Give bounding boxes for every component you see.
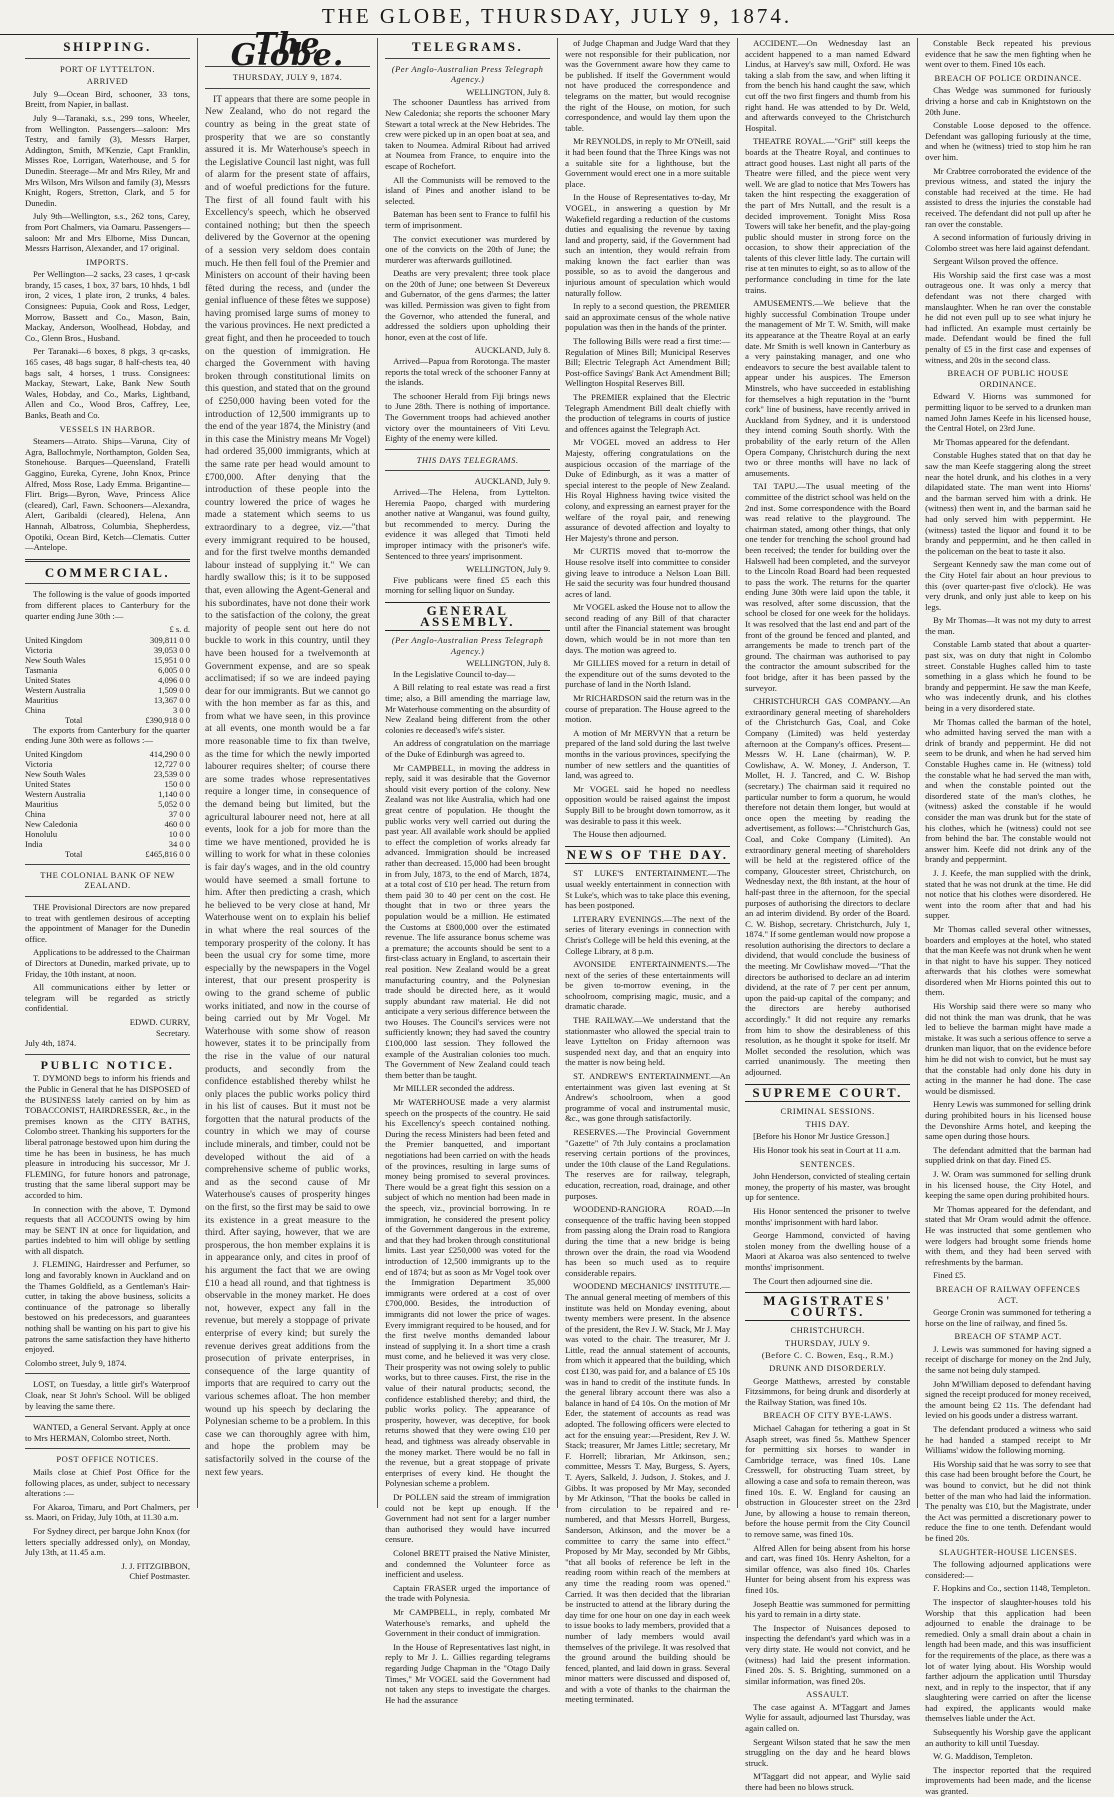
- court-paragraph: The inspector of slaughter-houses told his Worship that this application had been adjourned to enable the drainage to be remedied. Only a small drain about a chain in length had been made, and this was insufficient for the requirements of the place, as there was a lot of water lying about. His Worship would farther adjourn the application until Thursday next, and in reply to the inspector, that if any slaughtering were carried on after the license had expired, the applicants would make themselves liable under the Act.: [925, 1596, 1092, 1724]
- trade-place: Mauritius: [25, 694, 59, 705]
- court-paragraph: His Worship said there were so many who did not think the man was drunk, that he was led to believe the barman might have made a mistake. It was such a serious offence to serve a drunken man liquor, that on the evidence before him he did not wish to convict, but he must say that the constable had only done his duty in acting in the manner he had done. The case would be dismissed.: [925, 1001, 1092, 1096]
- lost-notice: LOST, on Tuesday, a little girl's Waterproof Cloak, near St John's School. Will be obliged by leaving the same there.: [25, 1379, 191, 1411]
- telegram-paragraph: The convict executioner was murdered by one of the convicts on the 20th of June; the murderer was afterwards guillotined.: [385, 233, 551, 265]
- court-subheading: BREACH OF STAMP ACT.: [954, 1331, 1062, 1342]
- assembly-heading-box: [385, 602, 550, 631]
- assembly-paragraph: Colonel BRETT praised the Native Minister, and condemned the Volunteer force as inefficient and useless.: [385, 1547, 551, 1580]
- total-value: £390,918 0 0: [145, 714, 191, 725]
- column-4: [558, 38, 738, 1705]
- dateline: AUCKLAND, July 8.: [474, 345, 551, 356]
- news-heading-box: [565, 846, 730, 865]
- telegram-paragraph: Deaths are very prevalent; three took place on the 20th of June; one between St Devereux and Gubernator, of the gens d'armes; the latter was killed. Permission was given to fight from the Governor, who attended the funeral, and addressed the soldiers upon upholding their honor, even at the cost of life.: [385, 268, 551, 342]
- divider: [25, 1448, 190, 1449]
- commercial-paragraph: The following is the value of goods imported from different places to Canterbury for the quarter ending June 30th :—: [25, 589, 191, 621]
- telegram-paragraph: Bateman has been sent to France to fulfil his term of imprisonment.: [385, 209, 551, 230]
- divider: [25, 1054, 190, 1055]
- post-paragraph: For Sydney direct, per barque John Knox (for letters specially addressed only), on Monday, July 13th, at 11.45 a.m.: [25, 1525, 191, 1558]
- court-paragraph: J. W. Oram was summoned for selling drunk in his licensed house, the City Hotel, and keeping the same open during prohibited hours.: [925, 1168, 1092, 1201]
- news-paragraph: ST. ANDREW'S ENTERTAINMENT.—An entertainment was given last evening at St Andrew's schoolroom, when a good programme of vocal and instrumental music, &c., was gone through satisfactorily.: [565, 1071, 731, 1124]
- divider: [25, 896, 190, 897]
- trade-place: Mauritius: [25, 798, 59, 809]
- arrived-paragraph: July 9—Ocean Bird, schooner, 33 tons, Breitt, from Napier, in ballast.: [25, 88, 191, 110]
- court-paragraph: Constable Hughes stated that on that day he saw the man Keefe staggering along the street near the hotel drunk, and his clothes in a very dilapidated state. The man went into Hiorns' and the barman served him with a drink. He (witness) then went in, and the barman said he had only served him with peppermint. He (witness) tasted the liquor and found it to be brandy and peppermint, and he then called in the policeman on the beat to taste it also.: [925, 450, 1092, 556]
- trade-value: 39,053 0 0: [153, 644, 191, 655]
- trade-value: 6,005 0 0: [158, 664, 191, 675]
- court-paragraph: Michael Cahagan for tethering a goat in St Asaph street, was fined 5s. Matthew Spencer for permitting six horses to wander in Cambridge terrace, was fined 10s. Lane Cresswell, for obstructing Tuam street, by allowing a case and sofa to remain thereon, was fined 10s. E. W. England for causing an obstruction in Gloucester street on the 23rd June, by allowing a house to remain thereon, before the house permit from the City Council to remove same, was fined 10s.: [745, 1423, 911, 1539]
- court-paragraph: Chas Wedge was summoned for furiously driving a horse and cab in Knightstown on the 20th June.: [925, 85, 1092, 117]
- court-paragraph: His Worship said that he was sorry to see that this case had been brought before the Court, he was bound to convict, but he did not think better of the man who had laid the information. The penalty was £10, but the Magistrate, under the Act was permitted a discretionary power to reduce the fine to one tenth. Defendant would be fined 20s.: [925, 1458, 1092, 1543]
- telegrams-agency: (Per Anglo-Australian Press Telegraph Agency.): [391, 63, 544, 85]
- court-subheading: THURSDAY, JULY 9.: [785, 1337, 871, 1348]
- court-paragraph: The case against A. M'Taggart and James Wylie for assault, adjourned last Thursday, was again called on.: [745, 1701, 911, 1734]
- court-paragraph: Constable Loose deposed to the offence. Defendant was galloping furiously at the time, and when he (witness) tried to stop him he ran over him.: [925, 120, 1092, 162]
- news-paragraph: LITERARY EVENINGS.—The next of the series of literary evenings in connection with Christ's College will be held this evening, at the College Library, at 8 p.m.: [565, 913, 731, 956]
- column-1: [18, 38, 198, 1582]
- newspaper-logo: The Globe.: [230, 27, 345, 73]
- court-paragraph: Joseph Beattie was summoned for permitting his yard to remain in a dirty state.: [745, 1598, 911, 1620]
- trade-place: China: [25, 808, 46, 819]
- dateline: WELLINGTON, July 8.: [466, 658, 551, 669]
- court-paragraph: John M'William deposed to defendant having signed the receipt produced for money received, the amount being £2 11s. The defendant had levied on his goods under a distress warrant.: [925, 1378, 1092, 1421]
- court-subheading: CRIMINAL SESSIONS.: [780, 1106, 875, 1117]
- divider: [25, 559, 190, 562]
- columns: [18, 27, 1098, 1797]
- trade-row: [25, 705, 190, 715]
- trade-value: 414,290 0 0: [149, 748, 191, 759]
- commercial-paragraph: The exports from Canterbury for the quarter ending June 30th were as follows :—: [25, 724, 191, 746]
- divider: [385, 470, 550, 471]
- port-heading: PORT OF LYTTELTON.: [59, 63, 156, 74]
- magistrates-heading-box: [745, 1292, 910, 1321]
- court-paragraph: Mr Thomas called the barman of the hotel, who admitted having served the man with a drink of brandy and peppermint. He did not seem to be drunk, and when he had served him Constable Hughes came in. He (witness) told the constable what he had served the man with, and when the constable pointed out the disordered state of the man's clothes, he (witness) asked the constable if he would consider the man was drunk but for the state of his clothes, which he (witness) could not see from behind the bar. The constable would not answer him. Keefe did not drink any of the brandy and peppermint.: [925, 716, 1092, 865]
- trade-row: [25, 819, 190, 829]
- notice-paragraph: In connection with the above, T. Dymond requests that all ACCOUNTS owing by him may be SENT IN at once for liquidation, and parties indebted to him will oblige by settling with all dispatch.: [25, 1203, 191, 1256]
- trade-place: New South Wales: [25, 768, 86, 779]
- court-paragraph: J. J. Keefe, the man supplied with the drink, stated that he was not drunk at the time. He did not notice that his clothes were disordered. He went into the room after that and had his supper.: [925, 867, 1092, 921]
- court-subheading: BREACH OF CITY BYE-LAWS.: [763, 1410, 892, 1421]
- court-paragraph: By Mr Thomas—It was not my duty to arrest the man.: [925, 615, 1092, 636]
- court-paragraph: Constable Beck repeated his previous evidence that he saw the men fighting when he went over to them. Fined 10s each.: [925, 38, 1092, 70]
- assembly-paragraph: A Bill relating to real estate was read a first time; also, a Bill amending the marriage law, Mr Waterhouse commenting on the absurdity of New Zealand being different from the other colonies re deceased's wife's sister.: [385, 682, 551, 735]
- court-paragraph: Alfred Allen for being absent from his horse and cart, was fined 10s. Henry Ashelton, for a similar offence, was also fined 10s. Charles Hunter for being absent from his express was fined 10s.: [745, 1542, 911, 1595]
- telegrams-heading: TELEGRAMS.: [411, 39, 524, 54]
- post-signature: J. J. FITZGIBBON,: [121, 1560, 191, 1571]
- trade-row: [25, 685, 190, 695]
- bank-paragraph: THE Provisional Directors are now prepared to treat with gentlemen desirous of accepting the appointment of Manager for the Dunedin office.: [25, 902, 191, 944]
- divider: [25, 58, 190, 59]
- news-paragraph: ACCIDENT.—On Wednesday last an accident happened to a man named Edward Lindus, at Harvey's saw mill, Oxford. He was taking a slab from the saw, and when lifting it from the bench his hand caught the saw, which cut off the two first fingers and thumb from his right hand. He was attended to by Dr. Weld, and afterwards conveyed to the Christchurch Hospital.: [745, 38, 911, 133]
- court-paragraph: Fined £5.: [933, 1270, 966, 1281]
- shipping-heading: SHIPPING.: [63, 39, 152, 54]
- divider: [385, 449, 550, 450]
- dateline: AUCKLAND, July 9.: [474, 476, 551, 487]
- assembly-paragraph: Mr VOGEL moved an address to Her Majesty, offering congratulations on the auspicious occasion of the marriage of the Duke of Edinburgh, as it was a matter of special interest to the people of New Zealand. His Royal Highness having twice visited the colony, and expressing an earnest prayer for the welfare of the royal pair, and renewing assurance of devoted affection and loyalty to Her Majesty's throne and person.: [565, 437, 731, 543]
- assembly-paragraph: The following Bills were read a first time:—Regulation of Mines Bill; Municipal Reserves Bill; Electric Telegraph Act Amendment Bill; Post-office Savings' Bank Act Amendment Bill; Wellington Hospital Reserves Bill.: [565, 336, 731, 389]
- court-paragraph: The Inspector of Nuisances deposed to inspecting the defendant's yard which was in a very dirty state. He would not convict, and he (witness) had laid the present information. Fined 20s. S. S. Brighting, summoned on a similar information, was fined 20s.: [745, 1622, 911, 1686]
- assembly-agency: (Per Anglo-Australian Press Telegraph Agency.): [391, 635, 544, 656]
- court-paragraph: His Honor took his seat in Court at 11 a.m.: [753, 1144, 901, 1155]
- trade-row: [25, 635, 190, 645]
- court-paragraph: M'Taggart did not appear, and Wylie said there had been no blows struck.: [745, 1771, 911, 1793]
- court-paragraph: A second information of furiously driving in Colombo street was here laid against defendant.: [925, 232, 1092, 253]
- court-paragraph: George Matthews, arrested by constable Fitzsimmons, for being drunk and disorderly at the Railway Station, was fined 10s.: [745, 1375, 911, 1407]
- court-paragraph: W. G. Maddison, Templeton.: [933, 1751, 1033, 1762]
- news-paragraph: CHRISTCHURCH GAS COMPANY.—An extraordinary general meeting of shareholders of the Christchurch Gas, Coal, and Coke Company (Limited) was held yesterday afternoon at the Company's offices. Present—Messrs W. H. Lane (chairman), W. P. Cowlishaw, A. W. Money, J. Anderson, T. Mollet, H. J. Tancred, and C. W. Bishop (secretary.) The chairman said it required no particular number to form a quorum, he would therefore not detain them longer, but would at once open the meeting by reading the advertisement, as follows:—"Christchurch Gas, Coal, and Coke Company (Limited). An extraordinary general meeting of shareholders will be held at the registered office of the company, Gloucester street, Christchurch, on Wednesday next, the 8th instant, at the hour of half-past three in the afternoon, for the special purposes of authorising the directors to declare an ad interim dividend. By order of the Board. C. W. Bishop, secretary. Christchurch, July 1, 1874." If some gentleman would now propose a resolution authorising the directors to declare a dividend, that would conclude the business of the meeting. Mr Cowlishaw moved—"That the directors be authorised to declare an ad interim dividend, at the rate of 7 per cent per annum, upon the paid-up capital of the company; and the directors are hereby authorised accordingly." It did not require any remarks from him to show the desirableness of this resolution, as he thought it spoke for itself. Mr Mollet seconded the resolution, which was carried unanimously. The meeting then adjourned.: [745, 696, 911, 1077]
- trade-row: [25, 789, 190, 799]
- court-subheading: (Before C. C. Bowen, Esq., R.M.): [761, 1350, 894, 1361]
- supreme-court-heading: SUPREME COURT.: [752, 1084, 903, 1100]
- bank-signature-role: Secretary.: [155, 1027, 191, 1038]
- column-2: [198, 27, 378, 1508]
- telegram-paragraph: The schooner Dauntless has arrived from New Caledonia; she reports the schooner Mary Stewart a total wreck at the New Hebrides. The crew were picked up in an open boat at sea, and taken to Noumea. Admiral Ribout had arrived at Noumea from France, to enquire into the escape of Rochefort.: [385, 97, 551, 171]
- court-paragraph: The following adjourned applications were considered:—: [925, 1559, 1092, 1580]
- trade-row: [25, 799, 190, 809]
- trade-place: New Caledonia: [25, 818, 78, 829]
- news-paragraph: WOODEND-RANGIORA ROAD.—In consequence of the traffic having been stopped from passing along the Drain road to Rangiora during the time that a new bridge is being thrown over the drain, the road via Woodend has been so much used as to require considerable repairs.: [565, 1204, 731, 1278]
- assembly-paragraph: The House then adjourned.: [573, 829, 667, 840]
- assembly-paragraph: Mr WATERHOUSE made a very alarmist speech on the prospects of the country. He said his Excellency's speech contained nothing. During the recess Ministers had been feted and the Premier banquetted, and important negotiations had been carried on with the heads of the provinces, resulting in large sums of money being promised to several provinces. There would be a great fight this session on a subject of which no mention had been made in the speech, viz., provincial borrowing. In re immigration, he considered the present policy of the Government dangerous in the extreme, and that they had broken through constitutional limits. Last year £250,000 was voted for the introduction of 12,500 immigrants up to the end of 1874; but as soon as Mr Vogel took over the Immigration Department 35,000 immigrants were ordered at a cost of over £700,000. Besides, the introduction of immigrants did not lower the price of wages. Every immigrant required to be housed, and for the first twelve months demanded labour instead of supplying it. In a short time a crash must come, and he believed it was very close. Their prosperity was not owing solely to public works, but to three causes. First, the rise in the value of their natural products; second, the confidence established thereby; and third, the public works policy. The appearance of prosperity, however, was deceptive, for book returns showed that they were owing £10 per head, and tightness was already observable in the money market. There would be no fall in the revenue, but a great stoppage of private enterprises of every kind. He thought the Polynesian scheme a problem.: [385, 1097, 551, 1489]
- court-paragraph: Sergeant Wilson proved the offence.: [933, 256, 1059, 267]
- todays-telegrams-heading: THIS DAYS TELEGRAMS.: [416, 454, 519, 465]
- arrived-paragraph: July 9—Taranaki, s.s., 299 tons, Wheeler, from Wellington. Passengers—saloon: Mrs Testry, and family (3), Messrs Harper, Addington, Smith, M'Kenzie, Capt Franklin, Misses Roe, Lorrigan, Waterhouse, and 5 for Dunedin. Steerage—Mr and Mrs Riley, Mr and Mrs Wilson, Mrs Wilson and family (3), Messrs Knight, Rogers, Stretton, Clark, and 5 for Dunedin.: [25, 112, 191, 208]
- issue-date: THURSDAY, JULY 9, 1874.: [232, 72, 343, 83]
- trade-value: 37 0 0: [168, 808, 191, 819]
- trade-value: 309,811 0 0: [149, 634, 191, 645]
- court-subheading: SENTENCES.: [799, 1158, 856, 1169]
- assembly-paragraph: Mr VOGEL asked the House not to allow the second reading of any Bill of that character until after the Financial statement was brought down, which would be in not more than ten days. The motion was agreed to.: [565, 602, 731, 655]
- news-paragraph: RESERVES.—The Provincial Government "Gazette" of 7th July contains a proclamation reserving certain portions of the provinces, under the 10th clause of the Land Regulations. The reserves are for railway, telegraph, education, recreation, road, drainage, and other purposes.: [565, 1127, 731, 1201]
- trade-row: [25, 749, 190, 759]
- divider: [25, 1416, 190, 1417]
- news-paragraph: THEATRE ROYAL.—"Grif" still keeps the boards at the Theatre Royal, and continues to attract good houses. Last night all parts of the Theatre were filled, and the piece went very well. We are glad to notice that Mrs Towers has taken the hint respecting the exaggeration of the part of Mrs Nuttall, and the result is a decided improvement. Tonight Miss Rosa Towers will take her benefit, and the play-going public should muster in strong force on the occasion, to show their appreciation of the talents of this clever little lady. The curtain will rise at ten minutes to eight, so as to allow of the performance concluding in time for the late trains.: [745, 136, 911, 295]
- trade-row: [25, 665, 190, 675]
- trade-row: [25, 769, 190, 779]
- column-3: [378, 38, 558, 1705]
- court-paragraph: His Honor sentenced the prisoner to twelve months' imprisonment with hard labor.: [745, 1205, 911, 1227]
- news-paragraph: AMUSEMENTS.—We believe that the highly successful Combination Troupe under the management of Mr T. W. Smith, will make its appearance at the Theatre Royal at an early date. Mr Smith is well known in Canterbury as a very painstaking manager, and one who endeavors to secure the best available talent to appear under his auspices. The Emerson Minstrels, who have succeeded in establishing for themselves a high reputation in the "burnt cork" line of business, have recently arrived in Auckland from Sydney, and it is understood they intend coming South shortly. With the probability of the early return of the Allen Opera Company, Christchurch during the next two or three months will have no lack of amusements.: [745, 298, 911, 478]
- exports-total: [25, 849, 190, 859]
- divider: [25, 864, 190, 865]
- total-value: £465,816 0 0: [145, 848, 191, 859]
- court-subheading: THIS DAY.: [805, 1118, 850, 1129]
- trade-value: 15,951 0 0: [153, 654, 191, 665]
- news-paragraph: ST LUKE'S ENTERTAINMENT.—The usual weekly entertainment in connection with St Luke's, which was to take place this evening, has been postponed.: [565, 868, 731, 911]
- court-paragraph: Subsequently his Worship gave the applicant an authority to kill until Tuesday.: [925, 1727, 1092, 1748]
- telegram-paragraph: Arrived—The Helena, from Lyttelton. Heremia Paopo, charged with murdering another native at Wanganui, was found guilty, but recommended to mercy. During the evidence it was alleged that Timoti held improper intimacy with the prisoner's wife. Sentenced to three years' imprisonment.: [385, 486, 551, 561]
- news-paragraph: TAI TAPU.—The usual meeting of the committee of the district school was held on the 2nd inst. Some correspondence with the Board was read relative to the playground. The chairman stated, among other things, that only one tender for trenching the school ground had been received; the tender for building over the Halswell had been completed, and the surveyor to the Lincoln Road Board had been requested to pass the work. The returns for the quarter ending June 30th were laid upon the table, it was resolved, after some discussion, that the school be closed for one week for the holidays. It was resolved that the last end and part of the front of the ground be fenced and planted, and arrangements be made to trench part of the ground. The chairman was authorised to pay the contractor the amount subscribed for the foot bridge, after it has been passed by the surveyor.: [745, 481, 911, 693]
- news-heading: NEWS OF THE DAY.: [566, 846, 729, 862]
- column-5: [738, 38, 918, 1793]
- divider: [385, 58, 550, 59]
- court-paragraph: The defendant produced a witness who said he had handed a stamped receipt to Mr Williams' widow the following morning.: [925, 1424, 1092, 1456]
- vessels-paragraph: Steamers—Atrato. Ships—Varuna, City of Agra, Ballochmyle, Northampton, Golden Sea, Stonehouse. Barques—Queensland, Fratelli Gaggino, Eureka, Cyrene, John Knox, Prince Alfred, Moss Rose, Lady Emma. Brigantine—Flirt. Brigs—Byron, Wave, Princess Alice (cleared), Carl, Fawn. Schooners—Alexandra, Alert, Garibaldi (cleared), Helena, Ann Hannah, Albatross, Columbia, Shepherdess, Opotiki, Ocean Bird, Ketch—Clematis. Cutter—Antelope.: [25, 436, 191, 553]
- notice-paragraph: J. FLEMING, Hairdresser and Perfumer, so long and favorably known in Auckland and on the Thames Goldfield, as a Gentleman's Hair-cutter, in taking the above business, solicits a continuance of the patronage so liberally bestowed on his predecessors, and guarantees nothing shall be wanting on his part to give his patrons the same satisfaction they have hitherto enjoyed.: [25, 1259, 191, 1355]
- trade-value: 34 0 0: [168, 838, 191, 849]
- court-subheading: BREACH OF RAILWAY OFFENCES ACT.: [935, 1283, 1081, 1305]
- notice-paragraph: T. DYMOND begs to inform his friends and the Public in General that he has DISPOSED of the BUSINESS lately carried on by him as TOBACCONIST, HAIRDRESSER, &c., in the premises known as the CITY BATHS, Colombo street. Thanking his supporters for the liberal patronage bestowed upon him during the time he has been in business, he has much pleasure in introducing his successor, Mr J. FLEMING, for future honors and patronage, trusting that the same liberal support may be accorded to him.: [25, 1073, 191, 1200]
- assembly-paragraph: A motion of Mr MERVYN that a return be prepared of the land sold during the last twelve months in the various provinces, specifying the number of new settlers and the quantities of land, was agreed to.: [565, 727, 731, 781]
- assembly-paragraph: of Judge Chapman and Judge Ward that they were not responsible for their publication, nor was the Government aware how they came to be published. If itself the Government would not have produced the correspondence and telegrams on the matter, but would recognise the right of the House, on motion, for such correspondence, and would lay them upon the table.: [565, 38, 731, 133]
- vessels-heading: VESSELS IN HARBOR.: [59, 423, 156, 434]
- court-paragraph: Henry Lewis was summoned for selling drink during prohibited hours in his licensed house the Devonshire Arms hotel, and keeping the same open during those hours.: [925, 1099, 1092, 1142]
- divider: [25, 583, 190, 584]
- wanted-notice: WANTED, a General Servant. Apply at once to Mrs HERMAN, Colombo street, North.: [25, 1422, 191, 1443]
- trade-place: Honolulu: [25, 828, 58, 839]
- trade-place: United States: [25, 674, 71, 685]
- court-paragraph: The Court then adjourned sine die.: [753, 1275, 873, 1286]
- arrived-heading: ARRIVED: [86, 76, 129, 87]
- court-paragraph: The inspector reported that the required improvements had been made, and the license was granted.: [925, 1764, 1092, 1797]
- court-paragraph: [Before his Honor Mr Justice Gresson.]: [753, 1131, 890, 1142]
- court-paragraph: Sergeant Wilson stated that he saw the men struggling on the day and he heard blows struck.: [745, 1736, 911, 1768]
- bank-date: July 4th, 1874.: [25, 1038, 77, 1049]
- assembly-paragraph: Dr POLLEN said the stream of immigration could not be kept up enough. If the Government had not sent for a larger number than authorised they would have incurred censure.: [385, 1492, 551, 1545]
- assembly-paragraph: An address of congratulation on the marriage of the Duke of Edinburgh was agreed to.: [385, 738, 551, 760]
- trade-place: United States: [25, 778, 71, 789]
- telegram-paragraph: Five publicans were fined £5 each this morning for selling liquor on Sunday.: [385, 574, 551, 596]
- trade-place: Victoria: [25, 644, 53, 655]
- dateline: WELLINGTON, July 8.: [466, 86, 551, 97]
- court-subheading: BREACH OF POLICE ORDINANCE.: [934, 72, 1082, 83]
- assembly-paragraph: In the Legislative Council to-day—: [393, 668, 516, 679]
- news-paragraph: THE RAILWAY.—We understand that the stationmaster who allowed the special train to leave Lyttelton on Friday afternoon was suspended next day, and that an enquiry into the matter is now being held.: [565, 1015, 731, 1068]
- assembly-paragraph: Mr REYNOLDS, in reply to Mr O'Neill, said it had been found that the Three Kings was not a suitable site for a lighthouse, but the Government would erect one in a more suitable place.: [565, 136, 731, 189]
- imports-table: [25, 635, 190, 715]
- magistrates-heading: MAGISTRATES' COURTS.: [763, 1293, 892, 1319]
- assembly-paragraph: Captain FRASER urged the importance of the trade with Polynesia.: [385, 1582, 551, 1604]
- trade-value: 1,140 0 0: [158, 788, 191, 799]
- total-label: Total: [65, 848, 83, 859]
- trade-row: [25, 655, 190, 665]
- bank-paragraph: All communications either by letter or telegram will be regarded as strictly confidential.: [25, 982, 191, 1014]
- column-6: [918, 38, 1098, 1797]
- trade-place: China: [25, 704, 46, 715]
- public-notice-heading: PUBLIC NOTICE.: [40, 1057, 175, 1072]
- trade-row: [25, 675, 190, 685]
- telegram-paragraph: The schooner Herald from Fiji brings news to June 28th. There is nothing of importance. The Government troops had achieved another victory over the mountaineers of Viti Levu. Eighty of the enemy were killed.: [385, 390, 551, 444]
- post-office-heading: POST OFFICE NOTICES.: [56, 1454, 159, 1465]
- court-subheading: CHRISTCHURCH.: [790, 1325, 865, 1336]
- trade-row: [25, 829, 190, 839]
- court-paragraph: F. Hopkins and Co., section 1148, Templeton.: [933, 1583, 1091, 1594]
- court-paragraph: His Worship said the first case was a most outrageous one. It was only a mercy that defendant was not there charged with manslaughter. When he ran over the constable he did not even pull up to see what injury he had inflicted. An example must certainly be made. Defendant would be fined the full penalty of £5 in the first case and expenses of witness, and 20s in the second class.: [925, 269, 1092, 365]
- post-paragraph: Mails close at Chief Post Office for the following places, as under, subject to necessary alterations :—: [25, 1466, 191, 1499]
- trade-value: 23,539 0 0: [153, 768, 191, 779]
- court-paragraph: J. Lewis was summoned for having signed a receipt of discharge for money on the 2nd July, the same not being duly stamped.: [925, 1343, 1092, 1376]
- trade-place: India: [25, 838, 43, 849]
- divider: [25, 1373, 190, 1374]
- divider: [205, 88, 370, 89]
- dateline: WELLINGTON, July 9.: [466, 564, 551, 575]
- court-paragraph: Constable Lamb stated that about a quarter-past six, was on duty that night in Colombo street. Constable Hughes called him to taste something in a glass which he found to be brandy and peppermint. He saw the man Keefe, who was indecently drunk, and his clothes being in a very disordered state.: [925, 639, 1092, 714]
- assembly-paragraph: In reply to a second question, the PREMIER said an approximate census of the whole native population was then in the hands of the printer.: [565, 301, 731, 333]
- assembly-heading: GENERAL ASSEMBLY.: [420, 602, 516, 629]
- court-paragraph: Mr Thomas appeared for the defendant, and stated that Mr Oram would admit the offence. He was instructed that some gentlemen who were lodgers had brought some friends home with them, and they had been served with refreshments by the barman.: [925, 1203, 1092, 1267]
- assembly-paragraph: Mr VOGEL said he hoped no needless opposition would be raised against the impost Supply Bill to be brought down tomorrow, as it was desirable to pass it this week.: [565, 783, 731, 826]
- trade-value: 3 0 0: [173, 704, 191, 715]
- court-subheading: BREACH OF PUBLIC HOUSE ORDINANCE.: [947, 368, 1069, 389]
- telegram-paragraph: Arrived—Papua from Rorotonga. The master reports the total wreck of the schooner Fanny at the islands.: [385, 356, 551, 388]
- court-paragraph: The defendant admitted that the barman had supplied drink on that day. Fined £5.: [925, 1144, 1092, 1166]
- supreme-court-heading-box: [745, 1084, 910, 1103]
- trade-value: 1,509 0 0: [158, 684, 191, 695]
- court-paragraph: Edward V. Hiorns was summoned for permitting liquor to be served to a drunken man named John James Keefe in his licensed house, the Central Hotel, on 23rd June.: [925, 391, 1092, 434]
- trade-value: 150 0 0: [164, 778, 191, 789]
- trade-value: 12,727 0 0: [153, 758, 191, 769]
- trade-place: New South Wales: [25, 654, 86, 665]
- assembly-paragraph: The PREMIER explained that the Electric Telegraph Amendment Bill dealt chiefly with the production of telegrams in courts of justice and offences against the Telegraph Act.: [565, 392, 731, 434]
- assembly-paragraph: In the House of Representatives last night, in reply to Mr J. L. Gillies regarding telegrams regarding Judge Chapman in the "Otago Daily Times," Mr VOGEL said the Government had not taken any steps to investigate the charges. He had the assurance: [385, 1641, 551, 1705]
- bank-signature: EDWD. CURRY,: [129, 1017, 191, 1027]
- trade-place: United Kingdom: [25, 634, 83, 645]
- trade-value: 460 0 0: [164, 818, 191, 829]
- assembly-paragraph: Mr CURTIS moved that to-morrow the House resolve itself into committee to consider giving leave to introduce a Nelson Loan Bill. He said the security was four hundred thousand acres of land.: [565, 546, 731, 599]
- notice-date: Colombo street, July 9, 1874.: [25, 1357, 127, 1368]
- total-label: Total: [65, 714, 83, 725]
- news-paragraph: AVONSIDE ENTERTAINMENTS.—The next of the series of these entertainments will be given to-morrow evening, in the schoolroom, comprising magic, music, and a dramatic charade.: [565, 959, 731, 1012]
- page-header: THE GLOBE, THURSDAY, JULY 9, 1874.: [0, 4, 1114, 35]
- trade-row: [25, 839, 190, 849]
- assembly-paragraph: Mr RICHARDSON said the return was in the course of preparation. The House agreed to the motion.: [565, 693, 731, 725]
- assembly-paragraph: Mr CAMPBELL, in reply, combated Mr Waterhouse's remarks, and upheld the Government in their conduct of immigration.: [385, 1606, 551, 1639]
- assembly-paragraph: Mr GILLIES moved for a return in detail of the expenditure out of the sums devoted to the purchase of land in the North Island.: [565, 658, 731, 690]
- assembly-paragraph: In the House of Representatives to-day, Mr VOGEL, in answering a question by Mr Wakefield regarding a reduction of the customs duties and equalising the revenue by taxing land and property, said, if the Government had such an intention, they would refrain from making known the fact earlier than was possible, so as to avoid the dangerous and injurious amount of speculation which would naturally follow.: [565, 192, 731, 298]
- trade-place: Western Australia: [25, 684, 86, 695]
- imports-paragraph: Per Wellington—2 sacks, 23 cases, 1 qr-cask brandy, 15 cases, 1 box, 37 bars, 10 hhds, 1 bdl iron, 2 vices, 1 plate iron, 2 trunks, 4 bales. Consignees: Pupuia, Cook and Ross, Ledger, Morrow, Bassett and Co., Mason, Bain, Mackay, Anderson, Woolhead, Hobday, and Co., Glenn Bros., Husband.: [25, 269, 191, 343]
- court-paragraph: John Henderson, convicted of stealing certain money, the property of his master, was brought up for sentence.: [745, 1171, 911, 1203]
- post-paragraph: For Akaroa, Timaru, and Port Chalmers, per ss. Maori, on Friday, July 10th, at 11.30 a.m.: [25, 1501, 191, 1523]
- court-subheading: SLAUGHTER-HOUSE LICENSES.: [939, 1546, 1078, 1557]
- trade-value: 4,096 0 0: [158, 674, 191, 685]
- trade-value: 5,052 0 0: [158, 798, 191, 809]
- imports-total: [25, 715, 190, 725]
- court-paragraph: George Cronin was summoned for tethering a horse on the line of railway, and fined 5s.: [925, 1307, 1092, 1328]
- bank-heading: THE COLONIAL BANK OF NEW ZEALAND.: [40, 869, 175, 891]
- news-paragraph: WOODEND MECHANICS' INSTITUTE.—The annual general meeting of members of this institute was held on Monday evening, about twenty members were present. In the absence of the president, the Rev J. W. Stack, Mr J. May was voted to the chair. The treasurer, Mr J. Little, read the annual statement of accounts, from which it appeared that the building, which cost £130, was paid for, and a balance of £5 10s was in hand to credit of the institute funds. In the general library account there was also a balance in hand of £4 10s. On the motion of Mr Eder, the statement of accounts as read was adopted. The following officers were elected to act for the ensuing year:—President, Rev J. W. Stack; treasurer, Mr James Little; secretary, Mr F. Horrell; librarian, Mr Atkinson, sen.; committee, Messrs T. May, Burgess, S. Ayers, T. Ayers, Salkeld, J. Judson, J. Stokes, and J. Gibbs. It was proposed by Mr May, seconded by Mr Atkinson, "That the books be called in from circulation to be repaired and re-numbered, and that Messrs Horrell, Burgess, Sanderson, Atkinson, and the mover be a committee to carry the same into effect." Proposed by Mr May, seconded by Mr Gibbs, "that all books of reference be left in the reading room within reach of the members at any time the reading room was opened." Carried. It was then decided that the librarian be instructed to attend at the library during the day time for one hour on one day in each week to issue books to lady members, provided that a number of lady members would avail themselves of the privilege. It was resolved that the ground around the building should be fenced, planted, and laid down in grass. Several minor matters were discussed and disposed of, and with a vote of thanks to the chairman the meeting terminated.: [565, 1281, 731, 1705]
- court-paragraph: Mr Thomas appeared for the defendant.: [933, 436, 1070, 447]
- imports-heading: IMPORTS.: [86, 256, 129, 267]
- trade-row: [25, 779, 190, 789]
- trade-value: 10 0 0: [168, 828, 191, 839]
- trade-place: United Kingdom: [25, 748, 83, 759]
- assembly-paragraph: Mr MILLER seconded the address.: [393, 1083, 515, 1094]
- court-paragraph: Mr Crabtree corroborated the evidence of the previous witness, and stated the injury the constable had received at the time. He had assisted to dress the injuries the constable had received. The defendant did not pull up after he ran over the constable.: [925, 165, 1092, 229]
- currency-header: £ s. d.: [169, 624, 191, 635]
- court-paragraph: Mr Thomas called several other witnesses, boarders and employes at the hotel, who stated that the man Keefe was not drunk when he went in that night to have his supper. They noticed afterwards that his clothes were somewhat disordered when Mr Hiorns pointed this out to them.: [925, 923, 1092, 998]
- bank-paragraph: Applications to be addressed to the Chairman of Directors at Dunedin, marked private, up to Friday, the 10th instant, at noon.: [25, 947, 191, 979]
- trade-row: [25, 645, 190, 655]
- exports-table: [25, 749, 190, 849]
- court-paragraph: George Hammond, convicted of having stolen money from the dwelling house of a Maori at Akaroa was also sentenced to twelve months' imprisonment.: [745, 1230, 911, 1272]
- trade-row: [25, 759, 190, 769]
- assembly-paragraph: Mr CAMPBELL, in moving the address in reply, said it was desirable that the Governor should visit every portion of the colony. New Zealand was not like Australia, which had one great centre of population. He thought the public works very well carried out during the past year. All available work should be applied to effect the completion of works already far advanced. Immigration should be increased rather than decreased. 15,000 had been brought in from July, 1873, to the end of March, 1874, at a total cost of £10 per head. The return from them paid 30 to 40 per cent on the cost. He thought that in two or three years the population would be a million. He estimated the Customs at £800,000 over the estimated revenue. The life assurance bonus scheme was a premature; the accounts should be sent to a first-class actuary in England, to ascertain their real position. New Zealand would be a great manufacturing country, and the Polynesian trade should be directed here, as it would supply abundant raw material. He did not anticipate a very serious difference between the two Houses. The Council's services were not sufficiently known; they had saved the country £100,000 last session. They followed the example of the Australian colonies too much. The Government of New Zealand could teach them better than be taught.: [385, 762, 551, 1080]
- leading-article: IT appears that there are some people in New Zealand, who do not regard the country as being in the great state of prosperity that we are so constantly assured it is. Mr Waterhouse's speech in the Legislative Council last night, was full of alarm for the present state of affairs, and of woeful predictions for the future. The first of all found fault with his Excellency's speech, which he observed contained nothing; but then the speech delivered by the Governor at the opening of a session very seldom does contain much. He then fell foul of the Premier and Ministers on account of their having been fêted during the recess, and (under the genial influence of these fêtes we suppose) having promised large sums of money to the various provinces. He next predicted a great fight, and then he proceeded to touch on the question of immigration. He charged the Government with having broken through constitutional limits on this question, and stated that on the ground of £250,000 having been voted for the introduction of 12,500 immigrants up to the end of the year 1874, the Ministry (and in this case the Ministry means Mr Vogel) had ordered 35,000 immigrants, which at the same rate per head would amount to £700,000. After denying that the introduction of these people into the country lowered the price of wages he made a statement which seems to us extraordinary to a degree, viz.—"that every immigrant required to be housed, and for the first twelve months demanded labour instead of supplying it." We can hardly swallow this; is it to be supposed that, even allowing the Agent-General and his subordinates, have not done their work to the satisfaction of the colony, the great majority of people sent out here do not buckle to work in this country, until they have been housed for a twelvemonth at Government expense, and are so speak acclimatised; if so we are indeed paying dear for our immigrants. But we cannot go with the hon member as far as this, and from what we have seen, in this province at all events, one month would be a far more reasonable time to fix than twelve, as the time for which the newly imported labourer requires shelter; of course there are some trades whose representatives require a longer time, in consequence of the demand being but limited, but the agricultural labourer need not, here at all events, look for a job for more than the time we have mentioned, provided he is willing to work for what in these colonies is fair day's wages, and in the old country would have seemed a small fortune to him. After then predicting a crash, which he believed to be very close at hand, Mr Waterhouse went on to explain his belief in what where the real sources of the temporary prosperity of the colony. It has been the usual cry for some time, more especially by the newspapers in the Vogel interest, that our present prosperity is owing to the grand scheme of public works initiated, and now in the course of being carried out by Mr Vogel. Mr Waterhouse with some show of reason however, states it to be principally from the rise in the value of our natural products, and secondly from the confidence established thereby whilst he only places the public works policy third in his list of causes. But it must not be forgotten that the natural products of the country in which we may of course include minerals, and timber, could not be developed without the aid of a comprehensive scheme of public works, and as the second cause of Mr Waterhouse's causes of prosperity hinges on the first, so the first may be said to owe its existence in a great measure to the third. After saying, however, that we are prosperous, the hon member explains it is in appearance only, and cites in proof of his argument the fact that we are owing £10 a head all round, and that tightness is observable in the money market. He does not, however, expect any fall in the revenue, but merely a stoppage of private enterprise of every kind; but surely the revenue derives great additions from the prosecution of private enterprises, in consequence of the large quantity of imports that are required to carry out the various schemes afloat. The hon member wound up his speech by declaring the Polynesian scheme to be a problem. In this case we can thoroughly agree with him, and hope the problem may be satisfactorily solved in the course of the next few years.: [205, 93, 371, 1478]
- telegram-paragraph: All the Communists will be removed to the island of Pines and another island to be selected.: [385, 174, 551, 206]
- court-subheading: DRUNK AND DISORDERLY.: [769, 1363, 887, 1374]
- trade-place: Victoria: [25, 758, 53, 769]
- trade-place: Western Australia: [25, 788, 86, 799]
- post-signature-role: Chief Postmaster.: [129, 1571, 191, 1582]
- trade-place: Tasmania: [25, 664, 58, 675]
- trade-row: [25, 695, 190, 705]
- trade-value: 13,367 0 0: [153, 694, 191, 705]
- commercial-heading: COMMERCIAL.: [44, 564, 171, 580]
- trade-row: [25, 809, 190, 819]
- court-subheading: ASSAULT.: [806, 1689, 850, 1700]
- court-paragraph: Sergeant Kennedy saw the man come out of the City Hotel fair about an hour previous to this (over quarter-past five o'clock). He was very drunk, and only just able to keep on his legs.: [925, 559, 1092, 612]
- sailed-paragraph: July 9th—Wellington, s.s., 262 tons, Carey, from Port Chalmers, via Oamaru. Passengers—saloon: Mr and Mrs Elborne, Miss Duncan, Messrs Harrison, Alexander, and 17 original.: [25, 211, 191, 254]
- imports-paragraph: Per Taranaki—6 boxes, 8 pkgs, 3 qr-casks, 165 cases, 48 bags sugar, 8 half-chests tea, 40 bags salt, 4 horses, 1 truss. Consignees: Mackay, Stewart, Lake, Bank New South Wales, Hobday, and Co., Marks, Lightband, Allen and Co., Wood Bros, Caffrey, Lee, Banks, Beath and Co.: [25, 346, 191, 420]
